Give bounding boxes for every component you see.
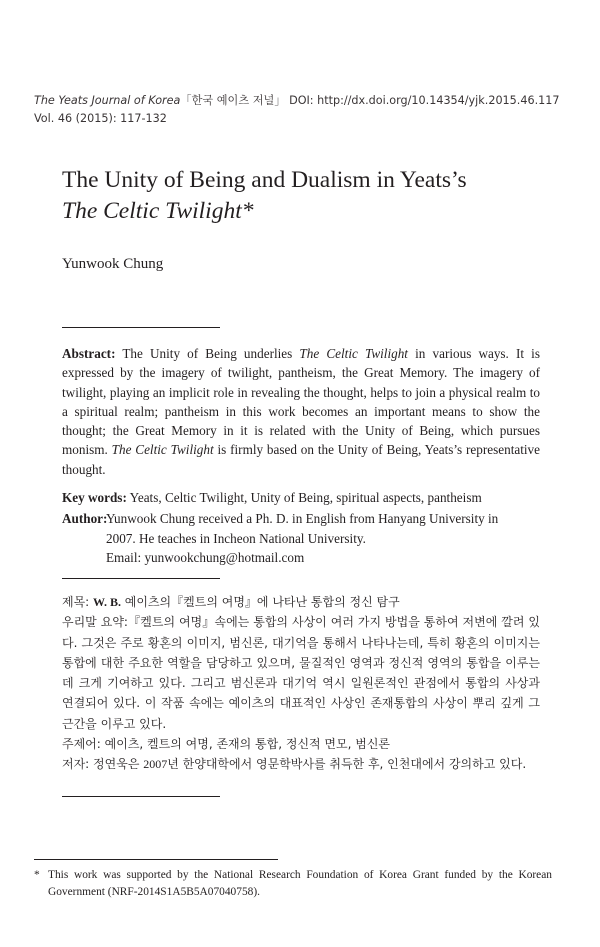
author-info-label: Author: bbox=[62, 511, 108, 526]
footnote bbox=[34, 867, 552, 901]
korean-author-label: 저자: 정연욱은 bbox=[62, 757, 144, 772]
running-header bbox=[34, 92, 574, 128]
title-line-2 bbox=[62, 196, 562, 227]
keywords-label: Key words: bbox=[62, 490, 127, 505]
abstract-italic-work: The Celtic Twilight bbox=[299, 346, 408, 361]
keywords-text: Yeats, Celtic Twilight, Unity of Being, spiritual aspects, pantheism bbox=[126, 490, 482, 505]
journal-title-en: The Yeats Journal of Korea bbox=[34, 94, 181, 107]
abstract-italic-work: The Celtic Twilight bbox=[111, 442, 214, 458]
title-line-1: The Unity of Being and Dualism in Yeats’s bbox=[62, 167, 467, 193]
korean-title-label: 제목: bbox=[62, 595, 94, 609]
doi-text[interactable]: DOI: http://dx.doi.org/10.14354/yjk.2015.46.117 bbox=[285, 94, 560, 107]
korean-summary bbox=[62, 592, 540, 775]
abstract-text: in various ways. It is expressed by the imagery of twilight, pantheism, the Great Memory. The imagery of twilight, playing an implicit role in revealing the thought, helps to join a physical realm to a spiritual realm; pantheism in this work becomes an important means to show the thought; the Great Memory in it is related with the Unity of Being, which pursues monism. bbox=[62, 346, 540, 458]
divider-bottom bbox=[62, 796, 220, 797]
divider-middle bbox=[62, 578, 220, 579]
article-title bbox=[62, 165, 562, 227]
author-email[interactable]: Email: yunwookchung@hotmail.com bbox=[106, 550, 305, 565]
author-info-line-1: Yunwook Chung received a Ph. D. in English from Hanyang University in bbox=[106, 511, 499, 526]
divider-top bbox=[62, 327, 220, 328]
keywords bbox=[62, 488, 540, 507]
title-italic-work: The Celtic Twilight bbox=[62, 198, 242, 224]
korean-title-text: 예이츠의『켈트의 여명』에 나타난 통합의 정신 탐구 bbox=[120, 595, 400, 609]
abstract-text: is firmly based on the Unity of Being, Yeats’s representative thought. bbox=[62, 442, 540, 477]
journal-citation-line bbox=[34, 92, 574, 110]
footnote-text: This work was supported by the National Research Foundation of Korea Grant funded by the Korean Government (NRF-2014S1A5B5A07040758). bbox=[48, 869, 552, 898]
footnote-rule bbox=[34, 859, 278, 860]
volume-line: Vol. 46 (2015): 117-132 bbox=[34, 112, 167, 125]
korean-author-text: 년 한양대학에서 영문학박사를 취득한 후, 인천대에서 강의하고 있다. bbox=[167, 757, 527, 772]
korean-author-year: 2007 bbox=[143, 757, 168, 772]
korean-keywords: 주제어: 예이츠, 켈트의 여명, 존재의 통합, 정신적 면모, 범신론 bbox=[62, 737, 391, 752]
korean-author bbox=[62, 754, 540, 774]
author-info-line-2: 2007. He teaches in Incheon National University. bbox=[106, 530, 366, 546]
korean-title-bold: W. B. bbox=[93, 595, 121, 609]
journal-title-ko: 「한국 예이츠 저널」 bbox=[180, 94, 286, 107]
abstract-label: Abstract: bbox=[62, 346, 116, 361]
footnote-mark: * bbox=[34, 869, 40, 881]
author-info bbox=[62, 509, 540, 568]
abstract bbox=[62, 344, 540, 479]
korean-abstract: 우리말 요약:『켈트의 여명』속에는 통합의 사상이 여러 가지 방법을 통하여 저변에 깔려 있다. 그것은 주로 황혼의 이미지, 범신론, 대기억을 통해서 나타나는데, 특히 황혼의 이미지는 통합에 대한 주요한 역할을 담당하고 있으며, 물질적인 영역과 정신적 영역의 통합을 이루는데 크게 기여하고 있다. 그리고 범신론과 대기억 역시 일원론적인 관점에서 통합의 사상과 연결되어 있다. 이 작품 속에는 예이츠의 대표적인 사상인 존재통합의 사상이 뿌리 깊게 그 근간을 이루고 있다. bbox=[62, 615, 540, 731]
korean-title bbox=[62, 592, 540, 612]
title-footnote-mark: * bbox=[241, 198, 254, 224]
author-name: Yunwook Chung bbox=[62, 256, 164, 272]
abstract-text: The Unity of Being underlies bbox=[115, 346, 300, 361]
